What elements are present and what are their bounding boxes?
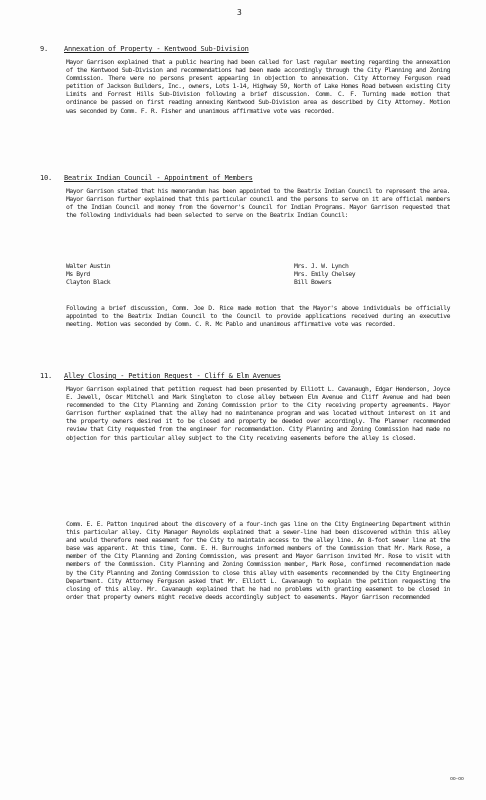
section-number: 11.: [40, 372, 53, 380]
member-name: Clayton Black: [66, 278, 111, 287]
section-paragraph: Mayor Garrison stated that his memorandum has been appointed to the Beatrix Indian Council to represent the area. Mayor Garrison further explained that this particular council and the persons to serve on it are official members of the Indian Council and money from the Governor's Council for Indian Programs. Mayor Garrison requested that the following individuals had been selected to serve on the Beatrix Indian Council:: [66, 187, 454, 220]
member-name: Walter Austin: [66, 262, 111, 270]
member-column-right: [294, 262, 355, 286]
member-name: Mrs. Emily Chelsey: [294, 270, 356, 279]
section-heading: Annexation of Property - Kentwood Sub-Division: [64, 45, 249, 53]
member-column-left: [66, 262, 110, 286]
member-name: Ms Byrd: [66, 270, 90, 279]
section-paragraph: Comm. E. E. Patton inquired about the discovery of a four-inch gas line on the City Engineering Department within this particular alley. City Manager Reynolds explained that a sewer-line had been discovered within this alley and would therefore need easement for the City to maintain access to the alley line. An 8-foot sewer line at the base was apparent. At this time, Comm. E. H. Burroughs informed members of the Commission that Mr. Mark Rose, a member of the City Planning and Zoning Commission, was present and Mayor Garrison invited Mr. Rose to visit with members of the Commission. City Planning and Zoning Commission member, Mark Rose, confirmed recommendation made by the City Planning and Zoning Commission to close this alley with easements recommended by the City Engineering Department. City Attorney Ferguson asked that Mr. Elliott L. Cavanaugh to explain the petition requesting the closing of this alley. Mr. Cavanaugh explained that he had no problems with granting easement to be closed in order that property owners might receive deeds accordingly subject to easements. Mayor Garrison recommended: [66, 520, 454, 601]
section-heading: Alley Closing - Petition Request - Cliff & Elm Avenues: [64, 372, 281, 380]
page-number: 3: [237, 8, 242, 17]
section-paragraph: Mayor Garrison explained that petition request had been presented by Elliott L. Cavanaugh, Edgar Henderson, Joyce E. Jewell, Oscar Mitchell and Mark Singleton to close alley between Elm Avenue and Cliff Avenue and had been recommended to the City Planning and Zoning Commission prior to the City receiving property agreements. Mayor Garrison further explained that the alley had no maintenance program and was located without interest on it and the property owners desired it to be closed and property be deeded over accordingly. The Planner recommended review that City requested from the engineer for recommendation. City Planning and Zoning Commission had made no objection for this particular alley subject to the City receiving easements before the alley is closed.: [66, 385, 454, 442]
section-heading: Beatrix Indian Council - Appointment of Members: [64, 174, 253, 182]
member-name: Mrs. J. W. Lynch: [294, 262, 349, 270]
section-number: 9.: [40, 45, 49, 53]
member-list: [66, 262, 450, 290]
section-closing-paragraph: Following a brief discussion, Comm. Joe D. Rice made motion that the Mayor's above individuals be officially appointed to the Beatrix Indian Council to the Council to provide applications received during an executive meeting. Motion was seconded by Comm. C. R. Mc Pablo and unanimous affirmative vote was recorded.: [66, 304, 454, 329]
footer-mark: oo-oo: [450, 776, 464, 782]
section-number: 10.: [40, 174, 53, 182]
member-name: Bill Bowers: [294, 278, 332, 287]
section-paragraph: Mayor Garrison explained that a public hearing had been called for last regular meeting regarding the annexation of the Kentwood Sub-Division and recommendations had been made accordingly through the City Planning and Zoning Commission. There were no persons present appearing in objection to annexation. City Attorney Ferguson read petition of Jackson Builders, Inc., owners, Lots 1-14, Highway 59, North of Lake Homes Road between existing City Limits and Forrest Hills Sub-Division following a brief discussion. Comm. C. F. Turning made motion that ordinance be passed on first reading annexing Kentwood Sub-Division area as described by City Attorney. Motion was seconded by Comm. F. R. Fisher and unanimous affirmative vote was recorded.: [66, 58, 454, 115]
